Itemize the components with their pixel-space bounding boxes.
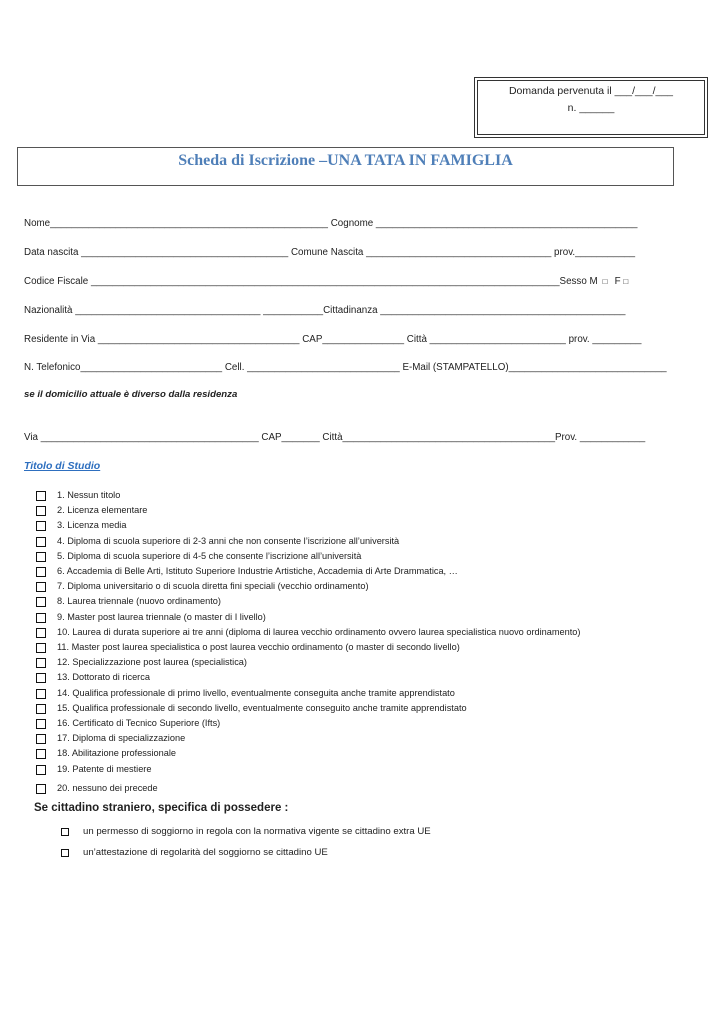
- sex-m-checkbox[interactable]: □: [600, 277, 612, 286]
- education-option-label: 12. Specializzazione post laurea (specialistica): [57, 657, 247, 668]
- education-option-label: 13. Dottorato di ricerca: [57, 672, 150, 683]
- education-checkbox[interactable]: [36, 521, 46, 531]
- education-option-label: 9. Master post laurea triennale (o master di I livello): [57, 611, 266, 622]
- sex-f-checkbox[interactable]: □: [623, 277, 629, 286]
- education-option-label: 8. Laurea triennale (nuovo ordinamento): [57, 596, 221, 607]
- foreign-option-label: un permesso di soggiorno in regola con la normativa vigente se cittadino extra UE: [83, 826, 431, 837]
- education-option-label: 15. Qualifica professionale di secondo livello, eventualmente conseguito anche tramite apprendistato: [57, 702, 467, 713]
- education-checkbox[interactable]: [36, 704, 46, 714]
- education-checkbox[interactable]: [36, 506, 46, 516]
- education-option-label: 2. Licenza elementare: [57, 505, 148, 516]
- education-checkbox[interactable]: [36, 734, 46, 744]
- education-checkbox[interactable]: [36, 643, 46, 653]
- education-checkbox[interactable]: [36, 658, 46, 668]
- page-title: Scheda di Iscrizione –UNA TATA IN FAMIGLIA: [178, 152, 513, 169]
- education-checkbox[interactable]: [36, 719, 46, 729]
- education-option-label: 14. Qualifica professionale di primo livello, eventualmente conseguita anche tramite apprendistato: [57, 687, 455, 698]
- foreign-option-label: un’attestazione di regolarità del soggiorno se cittadino UE: [83, 847, 328, 858]
- fiscal-code-label: Codice Fiscale ______________________________________________________________________________________Sesso M: [24, 276, 598, 287]
- education-checkbox[interactable]: [36, 749, 46, 759]
- received-date: Domanda pervenuta il ___/___/___: [508, 85, 674, 97]
- education-checkbox[interactable]: [36, 628, 46, 638]
- education-option-label: 19. Patente di mestiere: [57, 763, 152, 774]
- education-option-label: 5. Diploma di scuola superiore di 4-5 che consente l’iscrizione all’università: [57, 550, 362, 561]
- education-checkbox[interactable]: [36, 613, 46, 623]
- foreign-checkbox[interactable]: [61, 828, 69, 836]
- foreign-checkbox[interactable]: [61, 849, 69, 857]
- field-nationality[interactable]: Nazionalità __________________________________ ___________Cittadinanza _____________________________________________: [24, 305, 626, 316]
- education-option-label: 1. Nessun titolo: [57, 490, 121, 500]
- education-title: Titolo di Studio: [24, 460, 101, 472]
- education-option-label: 11. Master post laurea specialistica o post laurea vecchio ordinamento (o master di secondo livello): [57, 642, 460, 652]
- education-option-label: 16. Certificato di Tecnico Superiore (Ifts): [57, 718, 221, 728]
- received-number: n. ______: [567, 102, 615, 114]
- title-box: [17, 147, 674, 186]
- field-fiscal-code-sex[interactable]: [24, 276, 628, 287]
- education-checkbox[interactable]: [36, 673, 46, 683]
- education-option-label: 20. nessuno dei precede: [57, 782, 158, 793]
- field-domicile[interactable]: Via ________________________________________ CAP_______ Città_______________________________________Prov. ____________: [24, 432, 646, 443]
- education-checkbox[interactable]: [36, 597, 46, 607]
- field-name-surname[interactable]: Nome___________________________________________________ Cognome ________________________________________________: [24, 218, 638, 229]
- education-checkbox[interactable]: [36, 567, 46, 577]
- education-checkbox[interactable]: [36, 784, 46, 794]
- education-option-label: 18. Abilitazione professionale: [57, 748, 177, 759]
- education-checkbox[interactable]: [36, 537, 46, 547]
- education-checkbox[interactable]: [36, 765, 46, 775]
- field-contacts[interactable]: N. Telefonico__________________________ Cell. ____________________________ E-Mail (STAMPATELLO)_____________________________: [24, 362, 667, 373]
- sex-f-label: F: [614, 276, 621, 287]
- education-checkbox[interactable]: [36, 491, 46, 501]
- education-checkbox[interactable]: [36, 689, 46, 699]
- received-box: [474, 77, 708, 138]
- field-residence[interactable]: Residente in Via _____________________________________ CAP_______________ Città _________________________ prov. _________: [24, 334, 642, 345]
- education-option-label: 6. Accademia di Belle Arti, Istituto Superiore Industrie Artistiche, Accademia di Arte Drammatica, …: [57, 566, 458, 576]
- education-checkbox[interactable]: [36, 552, 46, 562]
- field-birth[interactable]: Data nascita ______________________________________ Comune Nascita __________________________________ prov.___________: [24, 247, 636, 258]
- education-option-label: 7. Diploma universitario o di scuola diretta fini speciali (vecchio ordinamento): [57, 581, 369, 592]
- domicile-note: se il domicilio attuale è diverso dalla residenza: [24, 389, 238, 400]
- education-option-label: 10. Laurea di durata superiore ai tre anni (diploma di laurea vecchio ordinamento ovvero laurea specialistica nuovo ordinamento): [57, 626, 581, 637]
- education-checkbox[interactable]: [36, 582, 46, 592]
- education-option-label: 17. Diploma di specializzazione: [57, 733, 186, 744]
- foreign-title: Se cittadino straniero, specifica di possedere :: [34, 802, 289, 814]
- education-option-label: 4. Diploma di scuola superiore di 2-3 anni che non consente l’iscrizione all’università: [57, 535, 400, 546]
- education-option-label: 3. Licenza media: [57, 520, 127, 531]
